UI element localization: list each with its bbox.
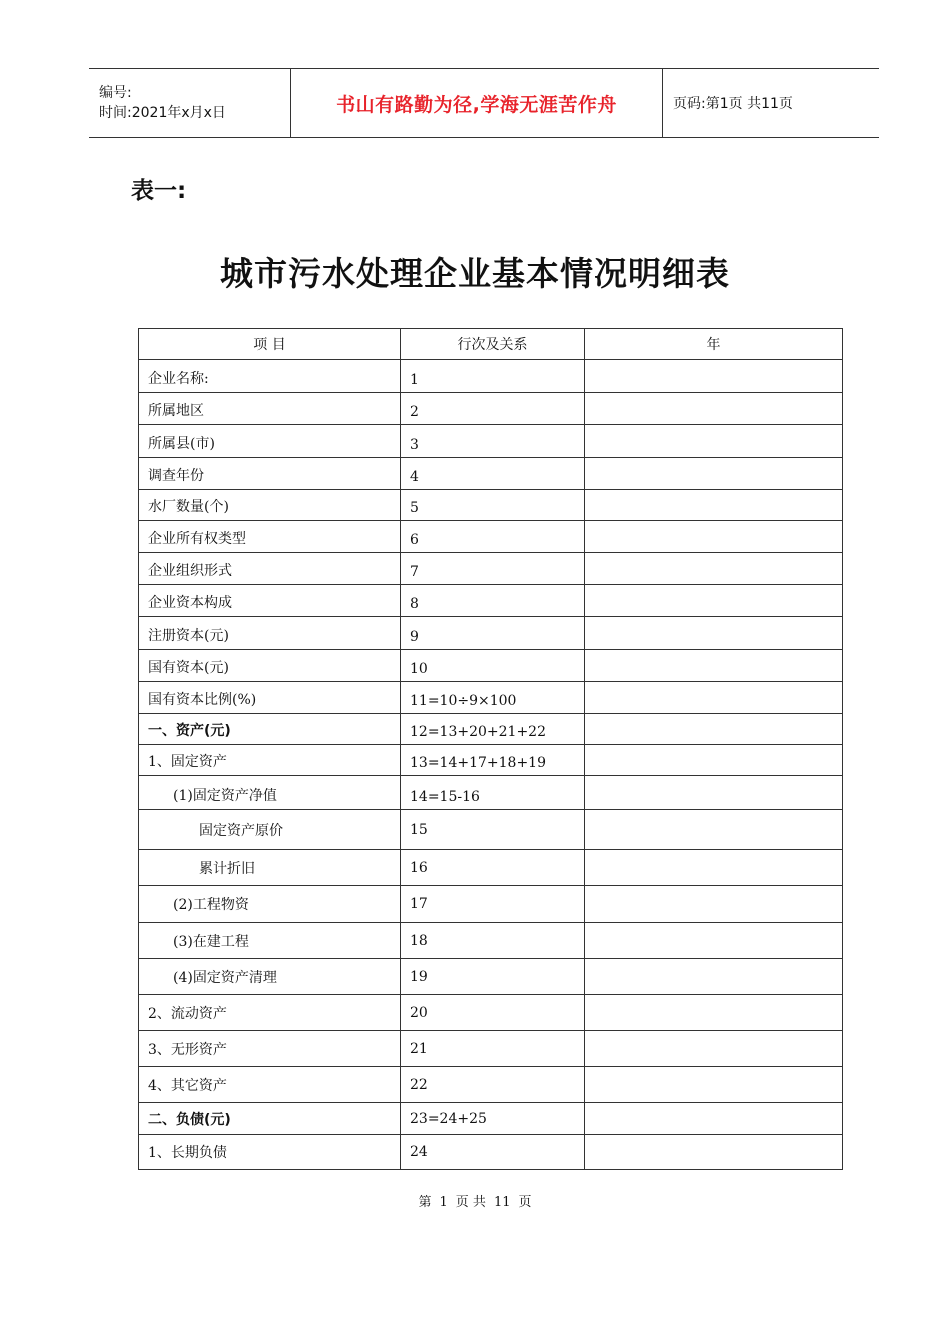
relation-cell: 4	[401, 458, 585, 490]
table-row	[139, 1067, 843, 1103]
relation-cell: 9	[401, 617, 585, 650]
info-table	[138, 328, 843, 1170]
header-cell-item: 项 目	[139, 329, 401, 360]
item-cell: 二、负债(元)	[139, 1103, 401, 1135]
item-cell: (2)工程物资	[139, 886, 401, 923]
relation-cell: 15	[401, 810, 585, 850]
item-cell: (4)固定资产清理	[139, 959, 401, 995]
value-cell	[585, 776, 843, 810]
table-row	[139, 650, 843, 682]
footer-total-pages: 11	[493, 1195, 511, 1210]
table-row	[139, 923, 843, 959]
table-row	[139, 458, 843, 490]
value-cell	[585, 425, 843, 458]
relation-cell: 17	[401, 886, 585, 923]
value-cell	[585, 1135, 843, 1170]
table-row	[139, 886, 843, 923]
item-cell: 企业所有权类型	[139, 521, 401, 553]
table-row	[139, 521, 843, 553]
item-cell: 1、长期负债	[139, 1135, 401, 1170]
table-row	[139, 425, 843, 458]
footer-suffix: 页	[518, 1195, 532, 1210]
value-cell	[585, 886, 843, 923]
item-cell: 国有资本(元)	[139, 650, 401, 682]
table-row	[139, 959, 843, 995]
table-row	[139, 393, 843, 425]
value-cell	[585, 810, 843, 850]
value-cell	[585, 1103, 843, 1135]
item-cell: 3、无形资产	[139, 1031, 401, 1067]
relation-cell: 7	[401, 553, 585, 585]
page-header	[89, 68, 879, 138]
relation-cell: 5	[401, 490, 585, 521]
footer-current-page: 1	[439, 1195, 448, 1210]
table-row	[139, 585, 843, 617]
table-row	[139, 995, 843, 1031]
value-cell	[585, 745, 843, 776]
value-cell	[585, 682, 843, 714]
relation-cell: 2	[401, 393, 585, 425]
header-middle	[290, 69, 663, 137]
header-cell-year: 年	[585, 329, 843, 360]
table-row	[139, 682, 843, 714]
item-cell: 水厂数量(个)	[139, 490, 401, 521]
value-cell	[585, 617, 843, 650]
number-label: 编号:	[99, 85, 132, 101]
value-cell	[585, 458, 843, 490]
value-cell	[585, 959, 843, 995]
relation-cell: 8	[401, 585, 585, 617]
table-row	[139, 714, 843, 745]
value-cell	[585, 393, 843, 425]
item-cell: 注册资本(元)	[139, 617, 401, 650]
value-cell	[585, 850, 843, 886]
relation-cell: 10	[401, 650, 585, 682]
value-cell	[585, 360, 843, 393]
table-row	[139, 490, 843, 521]
relation-cell: 13=14+17+18+19	[401, 745, 585, 776]
header-left	[89, 69, 290, 137]
relation-cell: 19	[401, 959, 585, 995]
item-cell: 国有资本比例(%)	[139, 682, 401, 714]
table-row	[139, 1103, 843, 1135]
relation-cell: 6	[401, 521, 585, 553]
table-tag: 表一:	[131, 178, 187, 204]
relation-cell: 21	[401, 1031, 585, 1067]
relation-cell: 20	[401, 995, 585, 1031]
item-cell: 企业名称:	[139, 360, 401, 393]
footer-mid: 页 共	[455, 1195, 486, 1210]
table-row	[139, 1135, 843, 1170]
item-cell: (1)固定资产净值	[139, 776, 401, 810]
relation-cell: 24	[401, 1135, 585, 1170]
relation-cell: 22	[401, 1067, 585, 1103]
value-cell	[585, 1031, 843, 1067]
value-cell	[585, 714, 843, 745]
table-row	[139, 617, 843, 650]
time-label: 时间:2021年x月x日	[99, 105, 226, 121]
item-cell: 1、固定资产	[139, 745, 401, 776]
value-cell	[585, 995, 843, 1031]
relation-cell: 14=15-16	[401, 776, 585, 810]
value-cell	[585, 521, 843, 553]
table-row	[139, 776, 843, 810]
table-row	[139, 360, 843, 393]
page-footer	[0, 1191, 950, 1210]
item-cell: 固定资产原价	[139, 810, 401, 850]
relation-cell: 12=13+20+21+22	[401, 714, 585, 745]
table-row	[139, 745, 843, 776]
item-cell: 所属地区	[139, 393, 401, 425]
value-cell	[585, 585, 843, 617]
value-cell	[585, 490, 843, 521]
table-row	[139, 553, 843, 585]
page-title: 城市污水处理企业基本情况明细表	[220, 254, 730, 293]
item-cell: 调查年份	[139, 458, 401, 490]
footer-prefix: 第	[418, 1195, 432, 1210]
motto: 书山有路勤为径,学海无涯苦作舟	[336, 93, 617, 116]
table-header-row	[139, 329, 843, 360]
item-cell: (3)在建工程	[139, 923, 401, 959]
relation-cell: 3	[401, 425, 585, 458]
relation-cell: 1	[401, 360, 585, 393]
item-cell: 4、其它资产	[139, 1067, 401, 1103]
header-right	[663, 69, 879, 137]
relation-cell: 23=24+25	[401, 1103, 585, 1135]
value-cell	[585, 1067, 843, 1103]
table-row	[139, 1031, 843, 1067]
relation-cell: 11=10÷9×100	[401, 682, 585, 714]
item-cell: 企业组织形式	[139, 553, 401, 585]
header-cell-relation: 行次及关系	[401, 329, 585, 360]
item-cell: 所属县(市)	[139, 425, 401, 458]
value-cell	[585, 553, 843, 585]
item-cell: 累计折旧	[139, 850, 401, 886]
table-row	[139, 810, 843, 850]
table-row	[139, 850, 843, 886]
relation-cell: 18	[401, 923, 585, 959]
item-cell: 2、流动资产	[139, 995, 401, 1031]
relation-cell: 16	[401, 850, 585, 886]
item-cell: 企业资本构成	[139, 585, 401, 617]
value-cell	[585, 650, 843, 682]
item-cell: 一、资产(元)	[139, 714, 401, 745]
value-cell	[585, 923, 843, 959]
page-label: 页码:第1页 共11页	[673, 96, 793, 112]
